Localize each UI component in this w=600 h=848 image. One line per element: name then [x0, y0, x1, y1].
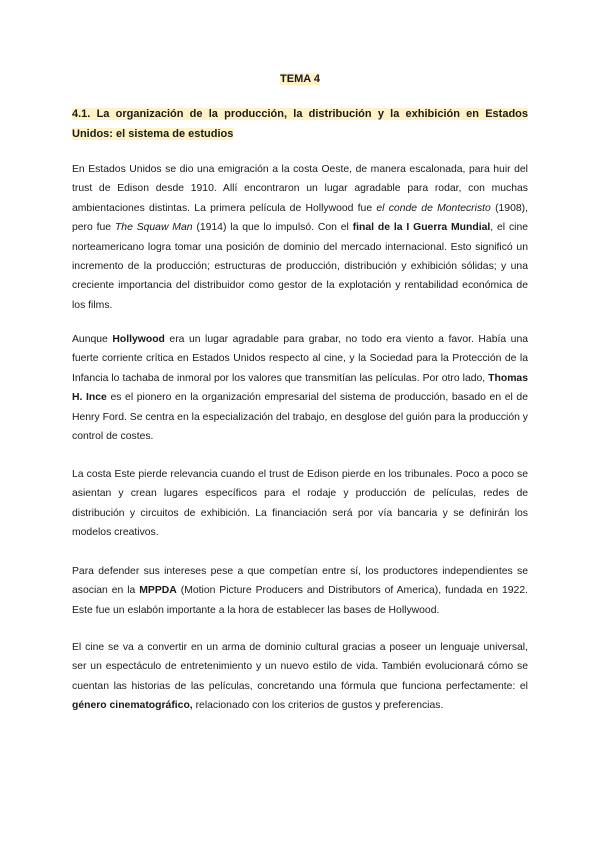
- bold-term: MPPDA: [139, 585, 177, 597]
- page-title: [0, 72, 600, 86]
- paragraph-5: [72, 638, 528, 716]
- paragraph-1: [72, 160, 528, 315]
- bold-term: Hollywood: [112, 334, 165, 345]
- text-run: Aunque: [72, 334, 113, 345]
- text-run: (1914) la que lo impulsó. Con el: [192, 222, 353, 234]
- text-run: era un lugar agradable para grabar, no todo era viento a favor. Había una fuerte corriente crítica en Estados Unidos respecto al cine, y la Sociedad para la Protección de la Infancia lo tachaba de inmoral por los valores que transmitían las películas. Por otro lado,: [72, 334, 528, 384]
- text-run: El cine se va a convertir en un arma de dominio cultural gracias a poseer un lenguaje universal, ser un espectáculo de entretenimiento y un nuevo estilo de vida. También evolucionará cómo se cuentan las historias de las películas, concretando una fórmula que funciona perfectamente: el: [72, 642, 528, 692]
- text-run: , el cine norteamericano logra tomar una posición de dominio del mercado internacional. Esto significó un incremento de la producción; estructuras de producción, distribución y exhibición sólidas; y una creciente importancia del distribuidor como gestor de la explotación y rentabilidad económica de los films.: [72, 222, 529, 311]
- italic-title: The Squaw Man: [114, 222, 193, 234]
- italic-title: el conde de Montecristo: [376, 202, 491, 214]
- paragraph-4: [72, 562, 528, 620]
- section-heading: [72, 104, 528, 144]
- bold-term: Thomas H. Ince: [72, 372, 528, 404]
- text-run: La costa Este pierde relevancia cuando el trust de Edison pierde en los tribunales. Poco a poco se asientan y crean lugares específicos para el rodaje y producción de películas, redes de distribución y circuitos de exhibición. La financiación será por vía bancaria y se definirán los modelos creativos.: [72, 469, 528, 539]
- text-run: En Estados Unidos se dio una emigración a la costa Oeste, de manera escalonada, para huir del trust de Edison desde 1910. Allí encontraron un lugar agradable para rodar, con muchas ambientaciones distintas. La primera película de Hollywood fue: [72, 164, 528, 214]
- text-run: (Motion Picture Producers and Distributors of America), fundada en 1922. Este fue un eslabón importante a la hora de establecer las bases de Hollywood.: [72, 585, 528, 616]
- bold-term: género cinematográfico,: [72, 700, 193, 712]
- bold-term: final de la I Guerra Mundial: [352, 222, 491, 234]
- text-run: Para defender sus intereses pese a que competían entre sí, los productores independientes se asocian en la: [72, 566, 528, 597]
- section-heading-text: 4.1. La organización de la producción, la distribución y la exhibición en Estados Unidos: el sistema de estudios: [72, 108, 528, 140]
- title-text: TEMA 4: [280, 73, 320, 85]
- text-run: es el pionero en la organización empresarial del sistema de producción, basado en el de Henry Ford. Se centra en la especialización del trabajo, en desglose del guión para la producción y control de costes.: [72, 392, 528, 443]
- text-run: (1908), pero fue: [72, 202, 528, 234]
- paragraph-2: [72, 330, 528, 446]
- text-run: relacionado con los criterios de gustos y preferencias.: [192, 700, 444, 712]
- paragraph-3: [72, 465, 528, 543]
